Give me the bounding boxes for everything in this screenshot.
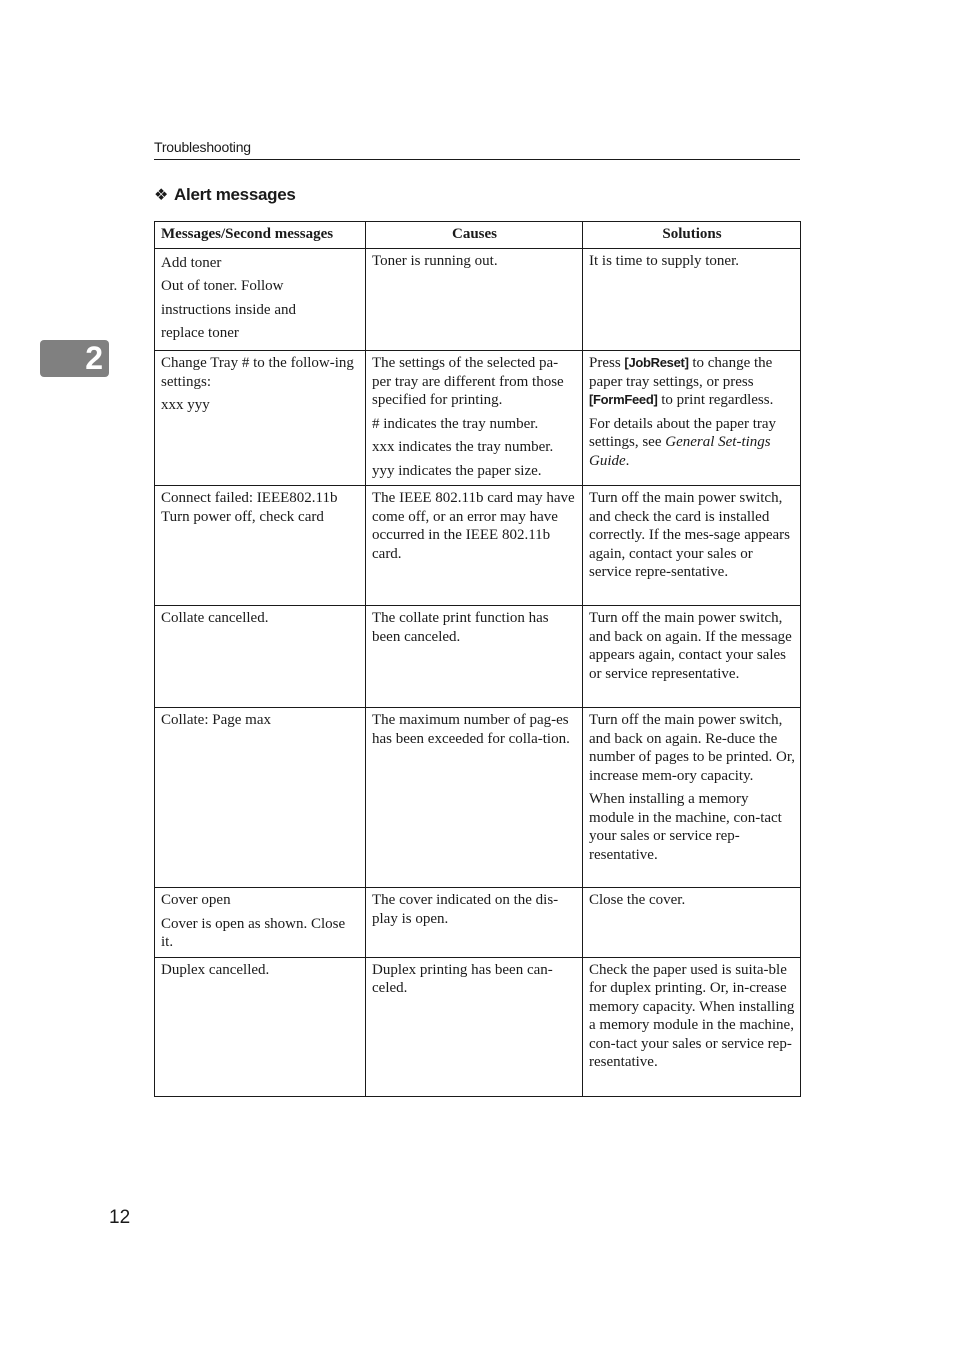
- solution-cell: [583, 708, 801, 888]
- table-row: [155, 249, 801, 351]
- solution-text: Turn off the main power switch, and check the card is installed correctly. If the mes-sage appears again, contact your sales or service repre-sentative.: [589, 490, 791, 581]
- table-row: [155, 486, 801, 606]
- cause-cell: [366, 351, 583, 486]
- second-message-text: instructions inside and: [161, 301, 296, 318]
- section-title: Alert messages: [174, 185, 296, 204]
- page-number: 12: [109, 1207, 131, 1228]
- cause-text: # indicates the tray number.: [372, 415, 539, 432]
- message-text: Duplex cancelled.: [161, 961, 270, 978]
- cause-text: xxx indicates the tray number.: [372, 439, 554, 456]
- solution-text: Close the cover.: [589, 892, 686, 909]
- solution-text: When installing a memory module in the machine, con-tact your sales or service rep-resentative.: [589, 791, 782, 863]
- message-cell: [155, 888, 366, 958]
- solution-cell: [583, 606, 801, 708]
- message-text: Change Tray # to the follow-ing settings:: [161, 355, 354, 390]
- diamond-bullet-icon: ❖: [154, 187, 169, 204]
- cause-cell: [366, 486, 583, 606]
- table-row: [155, 708, 801, 888]
- second-message-text: Cover is open as shown. Close it.: [161, 915, 346, 951]
- cause-cell: [366, 708, 583, 888]
- alert-messages-table: [154, 221, 801, 1097]
- message-text: Collate cancelled.: [161, 610, 269, 627]
- column-header-messages: Messages/Second messages: [155, 222, 366, 249]
- formfeed-key-label: [FormFeed]: [589, 392, 658, 408]
- message-cell: [155, 351, 366, 486]
- table-row: [155, 888, 801, 958]
- cause-cell: [366, 606, 583, 708]
- solution-cell: [583, 249, 801, 351]
- chapter-tab: [40, 340, 109, 377]
- cause-cell: [366, 888, 583, 958]
- cause-cell: [366, 249, 583, 351]
- message-cell: [155, 957, 366, 1096]
- table-row: [155, 351, 801, 486]
- solution-cell: [583, 957, 801, 1096]
- cause-text: The collate print function has been canceled.: [372, 610, 549, 645]
- chapter-number: 2: [85, 340, 103, 376]
- solution-text: It is time to supply toner.: [589, 253, 739, 269]
- jobreset-key-label: [JobReset]: [624, 355, 689, 371]
- message-cell: [155, 486, 366, 606]
- cause-cell: [366, 957, 583, 1096]
- solution-text: For details about the paper tray settings, see General Set-tings Guide.: [589, 415, 777, 469]
- second-message-text: xxx yyy: [161, 397, 210, 414]
- solution-text: Check the paper used is suita-ble for duplex printing. Or, in-crease memory capacity. When installing a memory module in the machine, con-tact your sales or service rep-resentative.: [589, 961, 795, 1071]
- second-message-text: replace toner: [161, 324, 239, 341]
- table-header-row: [155, 222, 801, 249]
- cause-text: The settings of the selected pa-per tray are different from those specified for printing.: [372, 355, 564, 409]
- message-cell: [155, 606, 366, 708]
- second-message-text: Out of toner. Follow: [161, 278, 284, 295]
- solution-cell: [583, 351, 801, 486]
- running-header: [154, 139, 800, 160]
- solution-text: Press [JobReset] to change the paper tray settings, or press [FormFeed] to print regardless.: [589, 355, 774, 409]
- cause-text: The IEEE 802.11b card may have come off, or an error may have occurred in the IEEE 802.11b card.: [372, 490, 575, 562]
- cause-text: Duplex printing has been can-celed.: [372, 961, 553, 997]
- column-header-solutions: Solutions: [583, 222, 801, 249]
- message-text: Cover open: [161, 892, 231, 909]
- message-text: Add toner: [161, 255, 222, 271]
- section-heading: [154, 185, 296, 205]
- running-header-title: Troubleshooting: [154, 139, 251, 155]
- message-cell: [155, 708, 366, 888]
- table-row: [155, 606, 801, 708]
- cause-text: The maximum number of pag-es has been exceeded for colla-tion.: [372, 712, 570, 747]
- cause-text: Toner is running out.: [372, 253, 498, 269]
- cause-text: The cover indicated on the dis-play is open.: [372, 892, 559, 927]
- solution-cell: [583, 486, 801, 606]
- solution-cell: [583, 888, 801, 958]
- message-text: Connect failed: IEEE802.11b Turn power off, check card: [161, 490, 338, 525]
- message-text: Collate: Page max: [161, 712, 271, 729]
- message-cell: [155, 249, 366, 351]
- solution-text: Turn off the main power switch, and back on again. If the message appears again, contact your sales or service representative.: [589, 610, 792, 682]
- solution-text: Turn off the main power switch, and back on again. Re-duce the number of pages to be printed. Or, increase mem-ory capacity.: [589, 712, 796, 784]
- column-header-causes: Causes: [366, 222, 583, 249]
- cause-text: yyy indicates the paper size.: [372, 462, 542, 479]
- table-row: [155, 957, 801, 1096]
- manual-reference: General Set-tings Guide: [589, 434, 771, 469]
